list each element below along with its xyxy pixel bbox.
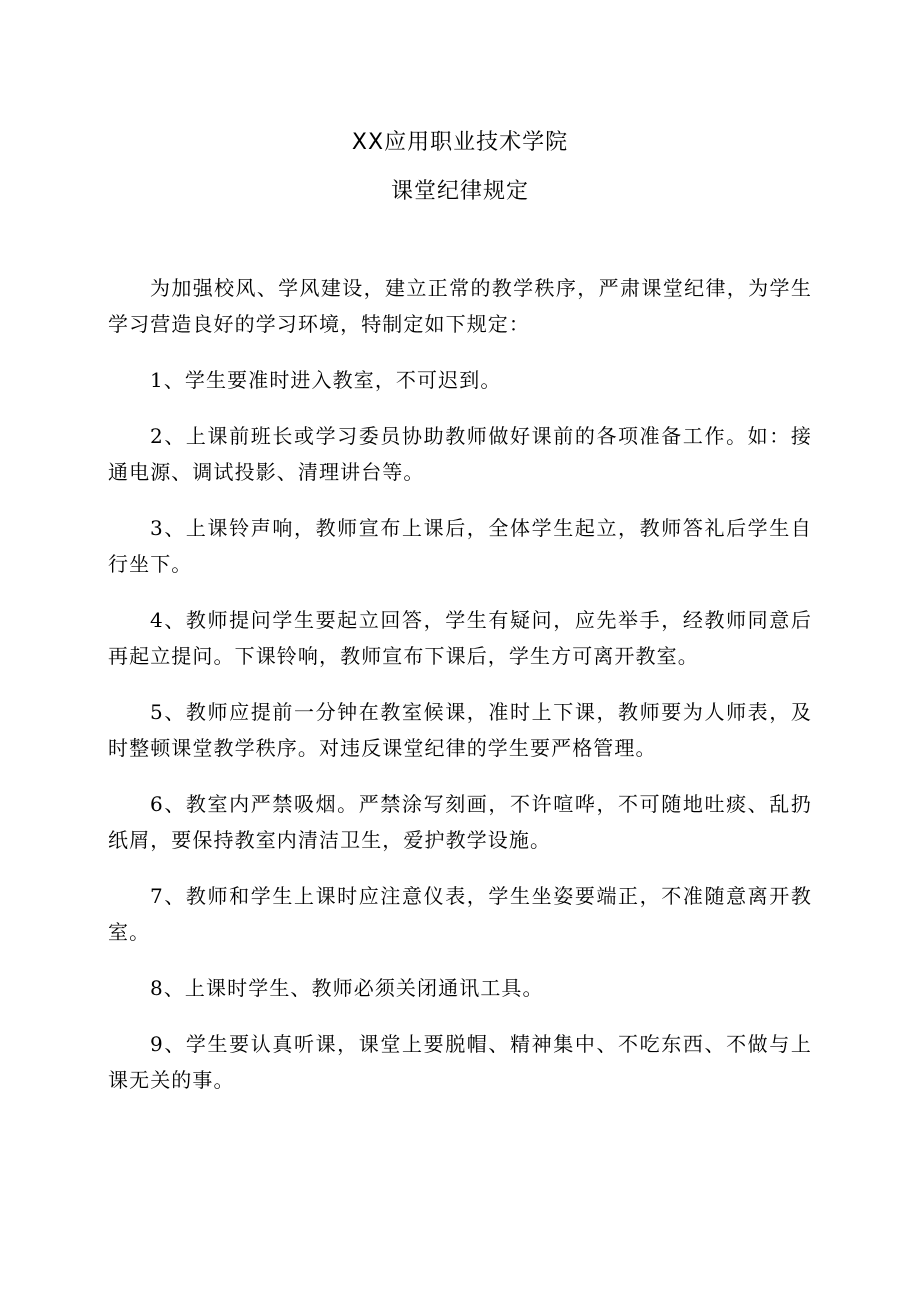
institution-title: XX应用职业技术学院: [351, 130, 569, 155]
rule-item-4: 4、教师提问学生要起立回答，学生有疑问，应先举手，经教师同意后再起立提问。下课铃响，教师宣布下课后，学生方可离开教室。: [108, 608, 812, 668]
rule-item-2: 2、上课前班长或学习委员协助教师做好课前的各项准备工作。如：接通电源、调试投影、清理讲台等。: [108, 424, 812, 484]
document-title: 课堂纪律规定: [390, 179, 529, 204]
rule-item-9: 9、学生要认真听课，课堂上要脱帽、精神集中、不吃东西、不做与上课无关的事。: [108, 1032, 812, 1092]
rule-item-5: 5、教师应提前一分钟在教室候课，准时上下课，教师要为人师表，及时整顿课堂教学秩序。对违反课堂纪律的学生要严格管理。: [108, 700, 812, 760]
rule-item-3: 3、上课铃声响，教师宣布上课后，全体学生起立，教师答礼后学生自行坐下。: [108, 516, 812, 576]
document-body: [108, 270, 812, 1118]
intro-paragraph: 为加强校风、学风建设，建立正常的教学秩序，严肃课堂纪律，为学生学习营造良好的学习环境，特制定如下规定：: [108, 276, 812, 336]
rule-item-8: 8、上课时学生、教师必须关闭通讯工具。: [150, 976, 544, 1000]
rule-item-1: 1、学生要准时进入教室，不可迟到。: [150, 368, 502, 392]
rule-item-6: 6、教室内严禁吸烟。严禁涂写刻画，不许喧哗，不可随地吐痰、乱扔纸屑，要保持教室内清洁卫生，爱护教学设施。: [108, 792, 812, 852]
rule-item-7: 7、教师和学生上课时应注意仪表，学生坐姿要端正，不准随意离开教室。: [108, 884, 812, 944]
